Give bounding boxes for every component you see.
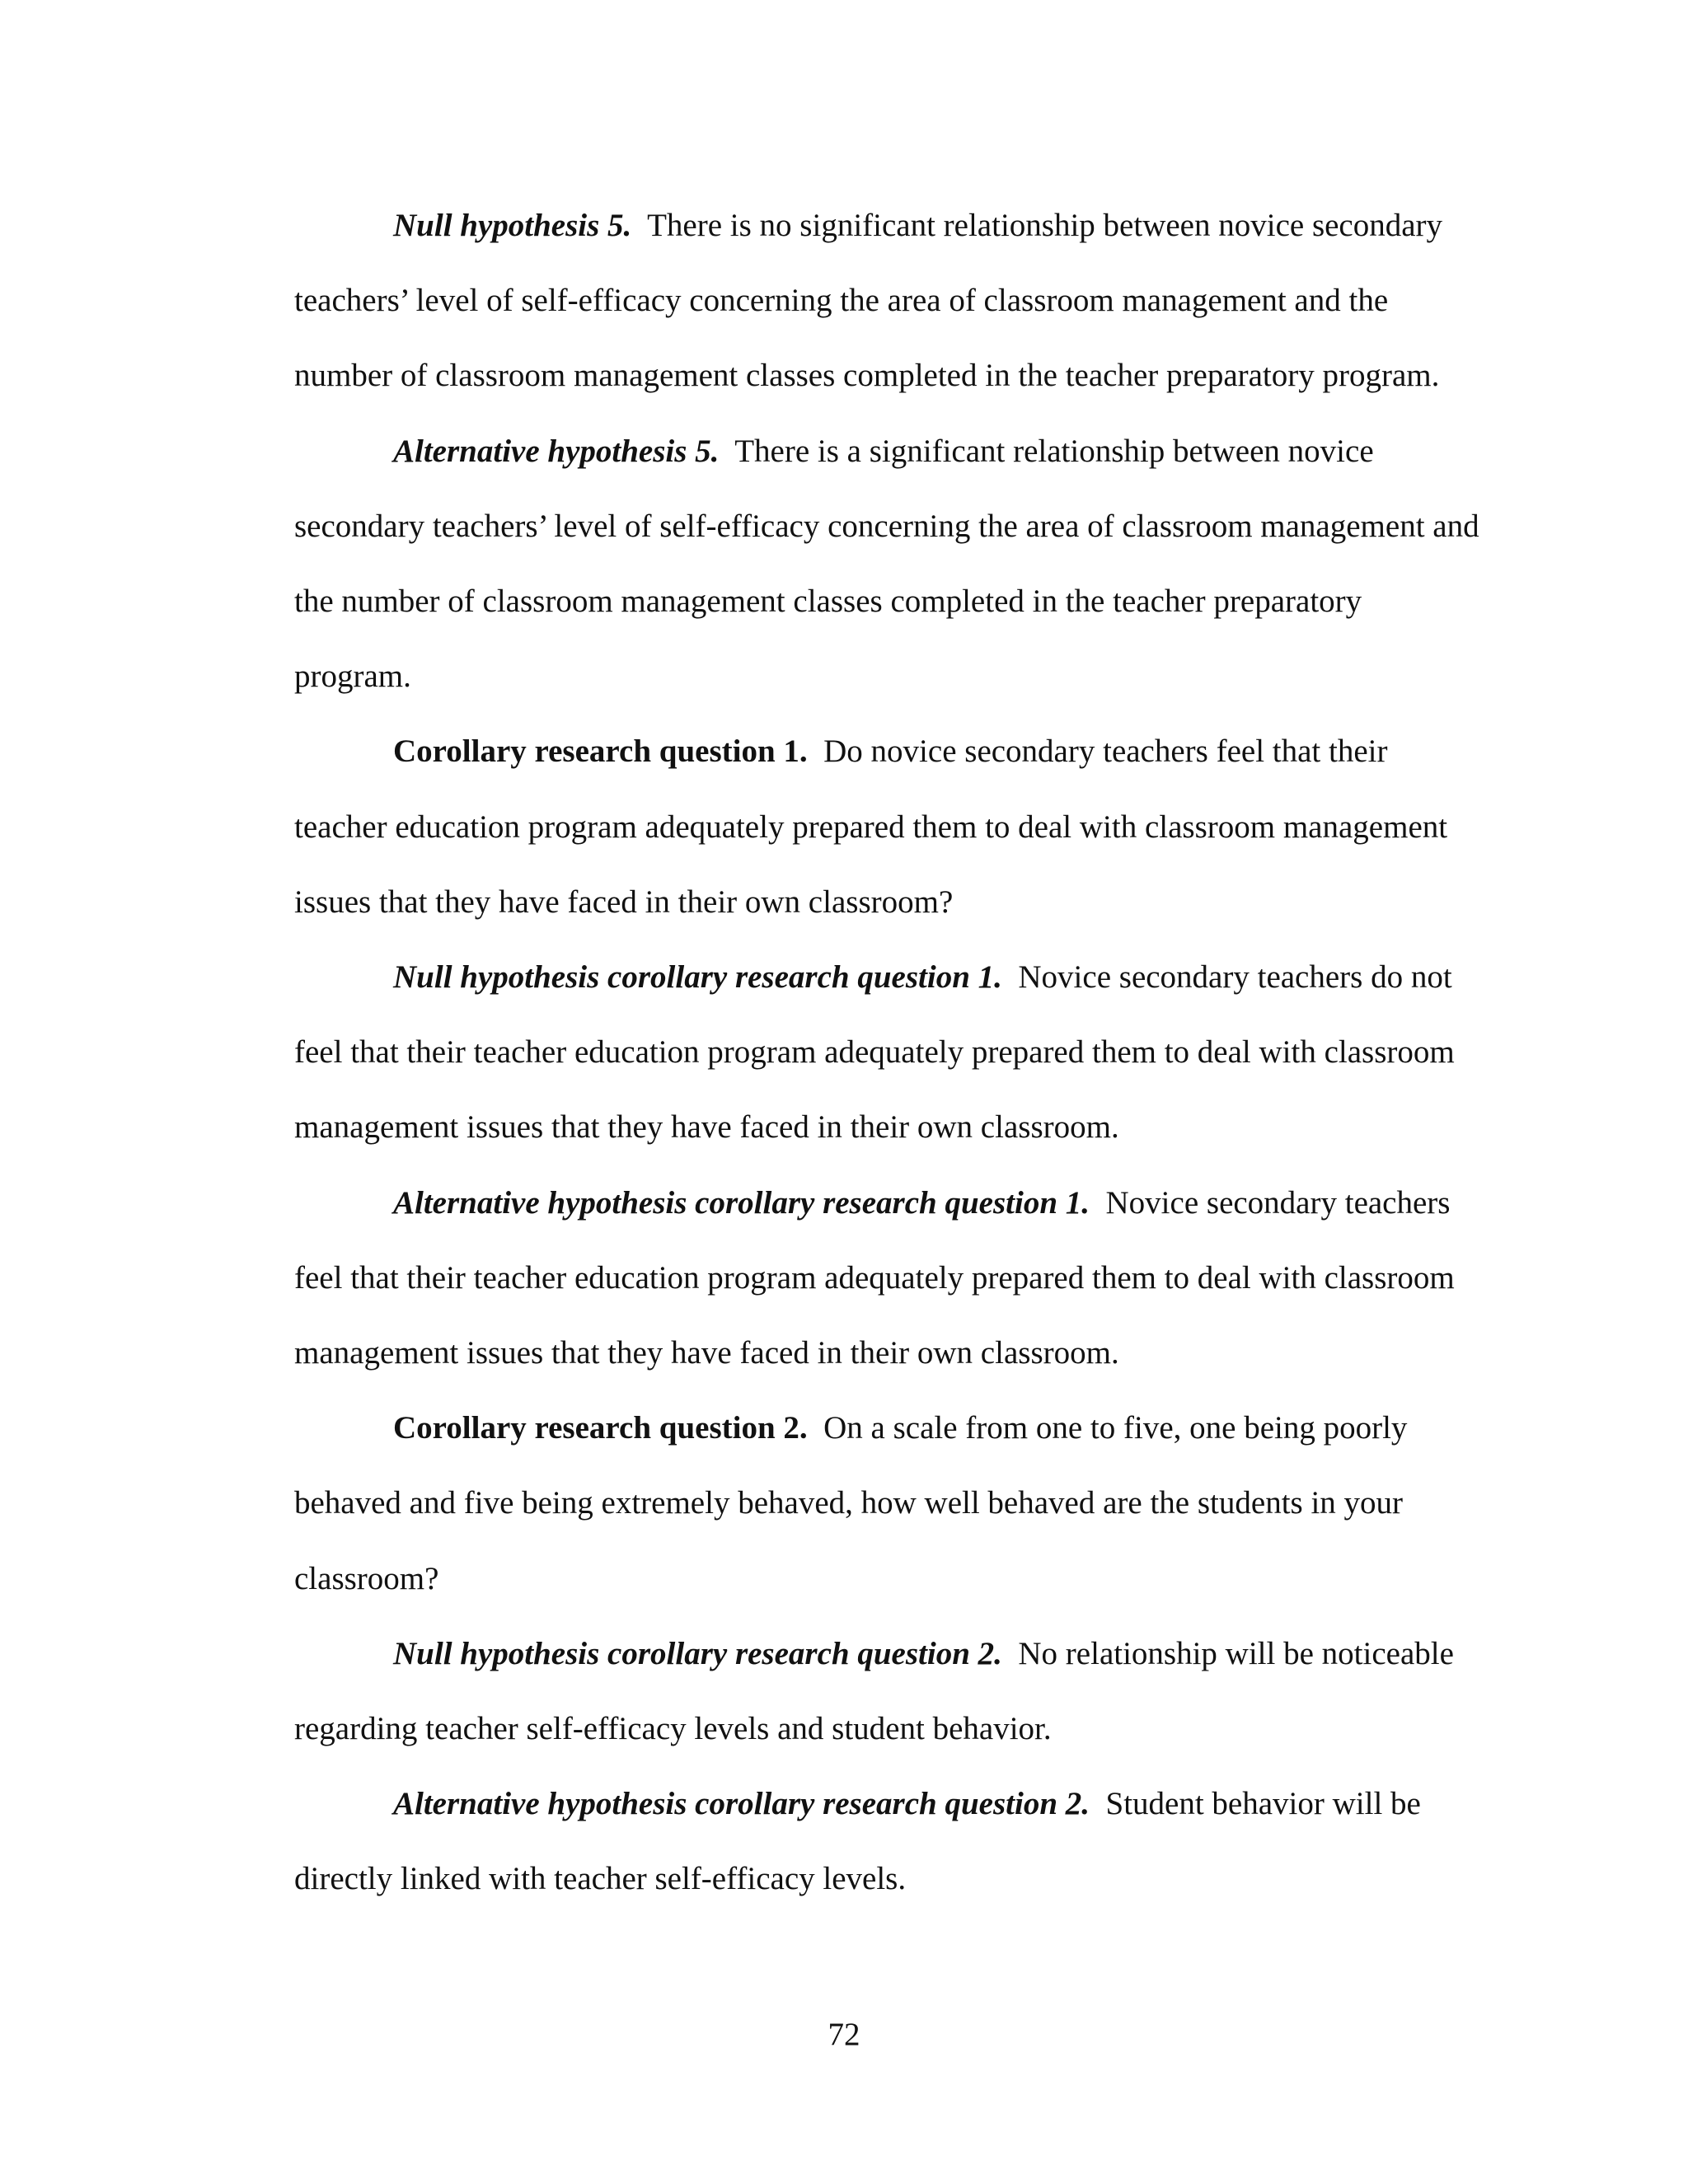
paragraph-corollary-question-2 [294, 1390, 1481, 1616]
paragraph-heading: Alternative hypothesis 5. [393, 433, 720, 469]
body-text [294, 188, 1481, 1917]
paragraph-heading: Alternative hypothesis corollary research question 2. [393, 1786, 1090, 1822]
paragraph-alternative-hypothesis-cq2 [294, 1766, 1481, 1916]
page-number: 72 [828, 2017, 860, 2052]
paragraph-heading: Corollary research question 2. [393, 1410, 808, 1446]
paragraph-text: Student behavior will be directly linked with teacher self-efficacy levels. [294, 1786, 1421, 1897]
paragraph-alternative-hypothesis-5 [294, 414, 1481, 715]
paragraph-heading: Corollary research question 1. [393, 733, 808, 770]
paragraph-corollary-question-1 [294, 714, 1481, 940]
paragraph-text: Novice secondary teachers feel that their teacher education program adequately prepared them to deal with classroom management issues that they have faced in their own classroom. [294, 1184, 1455, 1371]
paragraph-heading: Alternative hypothesis corollary research question 1. [393, 1184, 1090, 1221]
paragraph-text: On a scale from one to five, one being poorly behaved and five being extremely behaved, how well behaved are the students in your classroom? [294, 1410, 1408, 1596]
paragraph-text: There is no significant relationship between novice secondary teachers’ level of self-efficacy concerning the area of classroom management and the number of classroom management classes completed in the teacher preparatory program. [294, 208, 1443, 394]
paragraph-alternative-hypothesis-cq1 [294, 1165, 1481, 1391]
paragraph-text: No relationship will be noticeable regarding teacher self-efficacy levels and student behavior. [294, 1635, 1454, 1747]
paragraph-heading: Null hypothesis 5. [393, 208, 632, 243]
paragraph-null-hypothesis-5 [294, 188, 1481, 414]
paragraph-text: Novice secondary teachers do not feel that their teacher education program adequately prepared them to deal with classroom management issues that they have faced in their own classroom. [294, 959, 1455, 1146]
paragraph-heading: Null hypothesis corollary research question 2. [393, 1635, 1002, 1671]
paragraph-text: There is a significant relationship between novice secondary teachers’ level of self-efficacy concerning the area of classroom management and the number of classroom management classes completed in the teacher preparatory program. [294, 433, 1479, 695]
paragraph-null-hypothesis-cq2 [294, 1616, 1481, 1766]
paragraph-heading: Null hypothesis corollary research question 1. [393, 959, 1002, 996]
paragraph-null-hypothesis-cq1 [294, 940, 1481, 1165]
paragraph-text: Do novice secondary teachers feel that their teacher education program adequately prepared them to deal with classroom management issues that they have faced in their own classroom? [294, 733, 1448, 920]
